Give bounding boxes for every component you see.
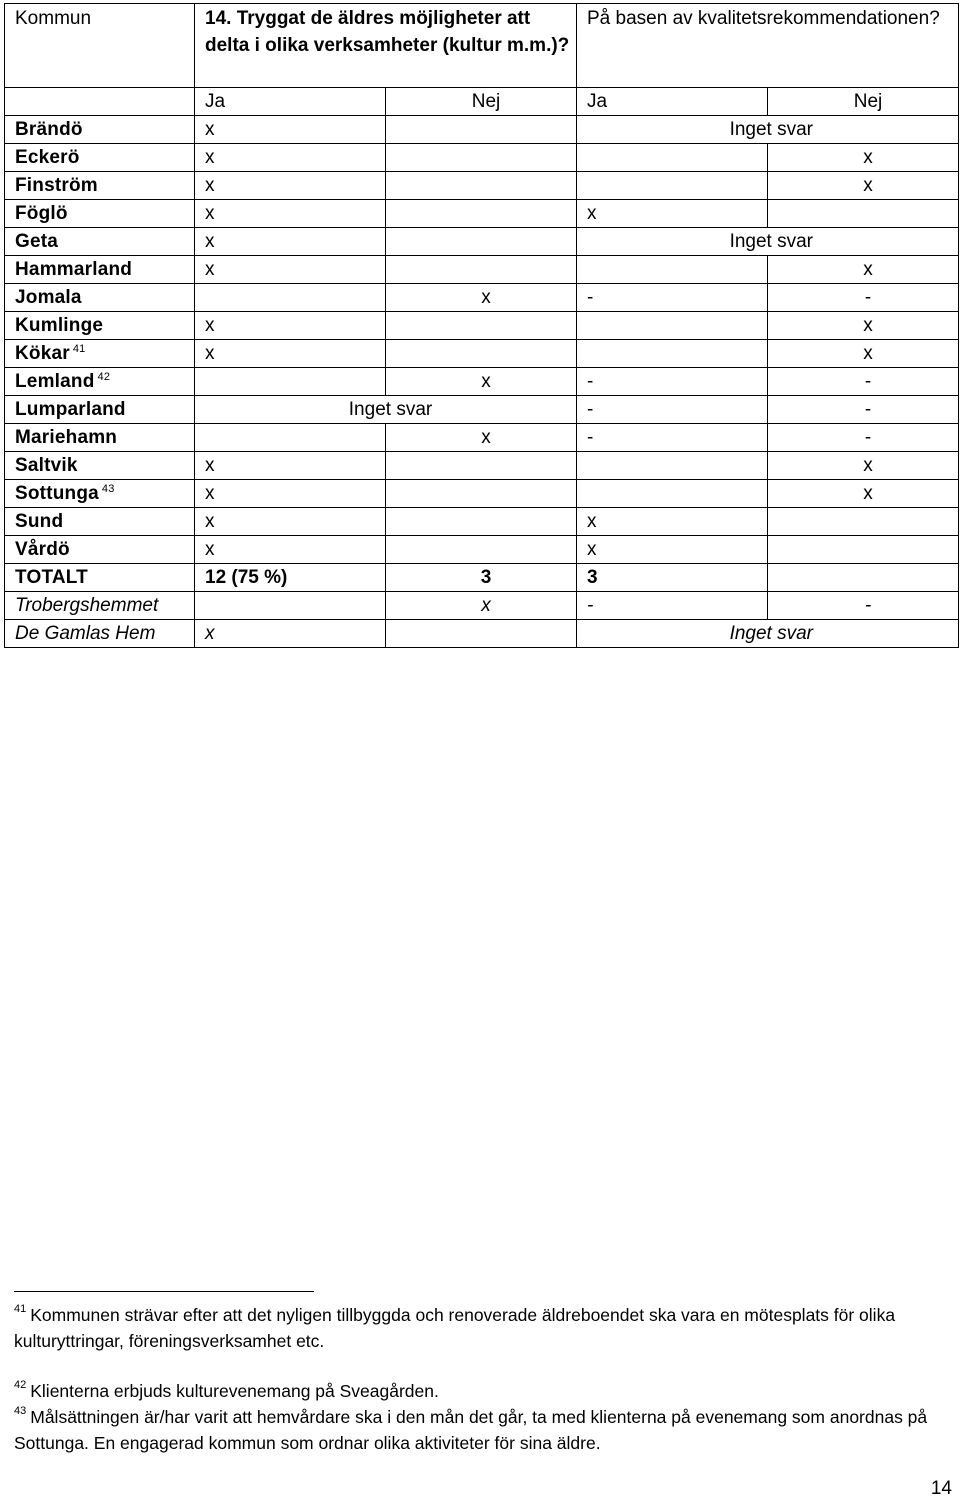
cell-ja-1: x: [195, 480, 386, 508]
cell-ja-1: x: [195, 228, 386, 256]
municipality-label: TOTALT: [15, 567, 88, 588]
municipality-label: Eckerö: [15, 147, 80, 168]
cell-ja-1: [195, 592, 386, 620]
cell-nej-1: [386, 312, 577, 340]
cell-merged-answer: Inget svar: [577, 116, 959, 144]
header-row: [5, 4, 959, 88]
cell-ja-1: x: [195, 144, 386, 172]
cell-ja-1: x: [195, 620, 386, 648]
header-question: 14. Tryggat de äldres möjligheter att delta i olika verksamheter (kultur m.m.)?: [195, 4, 577, 88]
cell-nej-1: x: [386, 368, 577, 396]
cell-ja-2: [577, 172, 768, 200]
cell-ja-2: -: [577, 592, 768, 620]
cell-nej-2: x: [768, 144, 959, 172]
cell-nej-2: -: [768, 284, 959, 312]
table-row: [5, 228, 959, 256]
municipality-label: Geta: [15, 231, 59, 252]
cell-nej-2: x: [768, 340, 959, 368]
footnote-41: [14, 1302, 949, 1354]
cell-ja-1: x: [195, 340, 386, 368]
municipality-name: [5, 592, 195, 620]
footnote-number: 42: [14, 1379, 27, 1391]
cell-nej-2: -: [768, 424, 959, 452]
footnote-text: Klienterna erbjuds kulturevenemang på Sveagården.: [30, 1381, 439, 1401]
table-row: [5, 368, 959, 396]
cell-nej-1: [386, 144, 577, 172]
municipality-name: [5, 340, 195, 368]
cell-nej-1: [386, 340, 577, 368]
municipality-name: [5, 172, 195, 200]
cell-nej-2: [768, 200, 959, 228]
cell-ja-2: -: [577, 284, 768, 312]
cell-nej-1: [386, 620, 577, 648]
cell-ja-2: x: [577, 200, 768, 228]
cell-nej-2: -: [768, 396, 959, 424]
municipality-label: Hammarland: [15, 259, 133, 280]
cell-ja-1: [195, 284, 386, 312]
municipality-label: Jomala: [15, 287, 82, 308]
municipality-label: Kökar: [15, 343, 70, 364]
municipality-name: [5, 424, 195, 452]
cell-ja-1: x: [195, 256, 386, 284]
cell-ja-1: x: [195, 536, 386, 564]
cell-nej-1: [386, 480, 577, 508]
cell-nej-2: -: [768, 368, 959, 396]
cell-ja-2: [577, 452, 768, 480]
cell-ja-1: [195, 368, 386, 396]
table-row: [5, 256, 959, 284]
subheader-ja-2: Ja: [577, 88, 768, 116]
municipality-label: De Gamlas Hem: [15, 623, 156, 644]
subheader-row: [5, 88, 959, 116]
municipality-label: Kumlinge: [15, 315, 104, 336]
footnote-number: 41: [14, 1303, 27, 1315]
municipality-label: Sund: [15, 511, 64, 532]
cell-ja-2: -: [577, 368, 768, 396]
table-row: [5, 396, 959, 424]
cell-ja-2: [577, 144, 768, 172]
cell-ja-2: [577, 480, 768, 508]
municipality-name: [5, 256, 195, 284]
cell-ja-1: x: [195, 172, 386, 200]
municipality-label: Brändö: [15, 119, 83, 140]
cell-ja-2: x: [577, 536, 768, 564]
footnote-number: 43: [14, 1405, 27, 1417]
municipality-name: [5, 480, 195, 508]
cell-nej-1: [386, 228, 577, 256]
cell-nej-2: x: [768, 312, 959, 340]
footnote-text: Kommunen strävar efter att det nyligen tillbyggda och renoverade äldreboendet ska vara en mötesplats för olika kulturyttringar, föreningsverksamhet etc.: [14, 1305, 896, 1351]
municipality-label: Trobergshemmet: [15, 595, 159, 616]
cell-nej-1: [386, 200, 577, 228]
municipality-name: [5, 536, 195, 564]
footnote-ref: 43: [101, 483, 115, 495]
municipality-name: [5, 312, 195, 340]
cell-ja-1: [195, 424, 386, 452]
cell-ja-1: x: [195, 200, 386, 228]
municipality-name: [5, 144, 195, 172]
table-row: [5, 620, 959, 648]
subheader-nej-1: Nej: [386, 88, 577, 116]
municipality-name: [5, 452, 195, 480]
footnote-ref: 42: [97, 371, 111, 383]
cell-ja-2: [577, 256, 768, 284]
footnote-42: [14, 1378, 949, 1404]
footnote-43: [14, 1404, 949, 1456]
footnote-ref: 41: [72, 343, 86, 355]
cell-nej-2: x: [768, 256, 959, 284]
table-row: [5, 452, 959, 480]
cell-ja-2: 3: [577, 564, 768, 592]
cell-nej-2: [768, 536, 959, 564]
municipality-label: Föglö: [15, 203, 68, 224]
cell-ja-2: -: [577, 424, 768, 452]
table-row: [5, 312, 959, 340]
table-row: [5, 564, 959, 592]
table-row: [5, 480, 959, 508]
cell-merged-answer: Inget svar: [577, 620, 959, 648]
cell-ja-2: -: [577, 396, 768, 424]
table-row: [5, 200, 959, 228]
header-kommun: Kommun: [5, 4, 195, 88]
municipality-name: [5, 620, 195, 648]
municipality-label: Lemland: [15, 371, 95, 392]
cell-ja-2: x: [577, 508, 768, 536]
cell-nej-1: x: [386, 592, 577, 620]
cell-ja-1: 12 (75 %): [195, 564, 386, 592]
cell-merged-answer: Inget svar: [195, 396, 577, 424]
table-row: [5, 284, 959, 312]
table-row: [5, 116, 959, 144]
cell-merged-answer: Inget svar: [577, 228, 959, 256]
page-number: 14: [930, 1478, 952, 1499]
table-row: [5, 536, 959, 564]
table-row: [5, 144, 959, 172]
municipality-label: Lumparland: [15, 399, 126, 420]
subheader-ja-1: Ja: [195, 88, 386, 116]
footnote-separator: [14, 1291, 314, 1292]
cell-ja-1: x: [195, 312, 386, 340]
municipality-name: [5, 284, 195, 312]
municipality-name: [5, 368, 195, 396]
subheader-empty: [5, 88, 195, 116]
footnote-text: Målsättningen är/har varit att hemvårdare ska i den mån det går, ta med klienterna på evenemang som anordnas på Sottunga. En engagerad kommun som ordnar olika aktiviteter för sina äldre.: [14, 1407, 928, 1453]
cell-nej-1: [386, 116, 577, 144]
header-basis: På basen av kvalitetsrekommendationen?: [577, 4, 959, 88]
cell-nej-2: [768, 508, 959, 536]
table-row: [5, 592, 959, 620]
cell-nej-2: [768, 564, 959, 592]
cell-ja-1: x: [195, 508, 386, 536]
cell-ja-1: x: [195, 452, 386, 480]
cell-ja-2: [577, 340, 768, 368]
municipality-label: Saltvik: [15, 455, 78, 476]
table-body: [5, 116, 959, 648]
cell-nej-2: x: [768, 172, 959, 200]
cell-nej-1: [386, 452, 577, 480]
results-table: [4, 3, 959, 648]
cell-nej-1: [386, 508, 577, 536]
cell-nej-1: [386, 256, 577, 284]
cell-nej-2: x: [768, 480, 959, 508]
cell-nej-1: [386, 172, 577, 200]
cell-nej-1: [386, 536, 577, 564]
cell-nej-2: x: [768, 452, 959, 480]
municipality-name: [5, 200, 195, 228]
subheader-nej-2: Nej: [768, 88, 959, 116]
table-row: [5, 508, 959, 536]
table-row: [5, 340, 959, 368]
municipality-name: [5, 508, 195, 536]
table-row: [5, 424, 959, 452]
municipality-name: [5, 116, 195, 144]
cell-ja-2: [577, 312, 768, 340]
municipality-label: Sottunga: [15, 483, 99, 504]
municipality-name: [5, 396, 195, 424]
cell-nej-2: -: [768, 592, 959, 620]
cell-ja-1: x: [195, 116, 386, 144]
table-row: [5, 172, 959, 200]
municipality-label: Vårdö: [15, 539, 70, 560]
cell-nej-1: x: [386, 284, 577, 312]
cell-nej-1: x: [386, 424, 577, 452]
municipality-name: [5, 564, 195, 592]
cell-nej-1: 3: [386, 564, 577, 592]
municipality-label: Mariehamn: [15, 427, 118, 448]
municipality-name: [5, 228, 195, 256]
municipality-label: Finström: [15, 175, 98, 196]
